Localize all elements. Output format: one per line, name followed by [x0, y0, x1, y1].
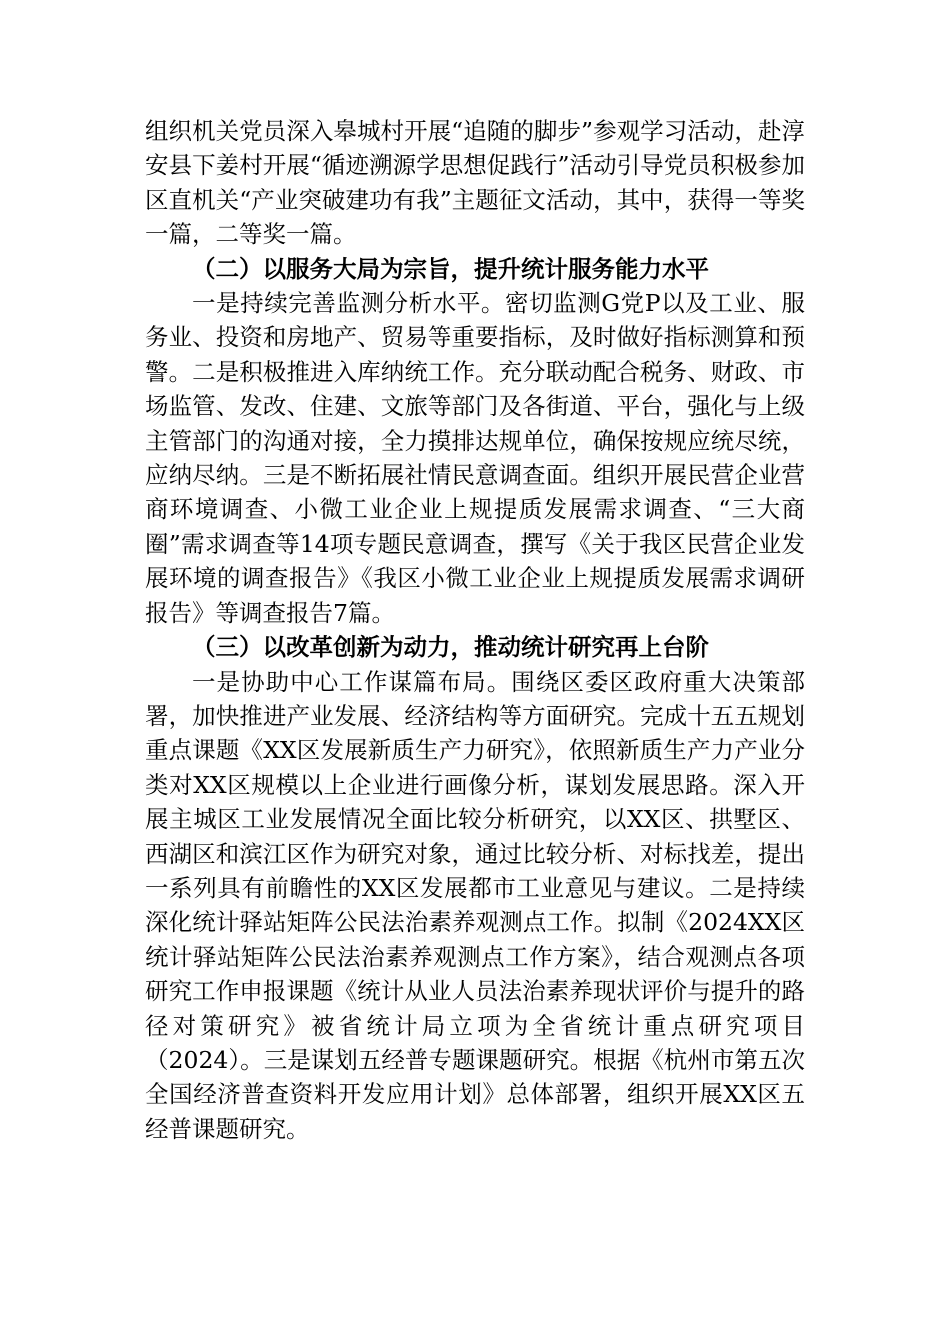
document-page [145, 114, 805, 1146]
body-paragraph-monitoring: 一是持续完善监测分析水平。密切监测G党P以及工业、服务业、投资和房地产、贸易等重要指标，及时做好指标测算和预警。二是积极推进入库纳统工作。充分联动配合税务、财政、市场监管、发改、住建、文旅等部门及各街道、平台，强化与上级主管部门的沟通对接，全力摸排达规单位，确保按规应统尽统，应纳尽纳。三是不断拓展社情民意调查面。组织开展民营企业营商环境调查、小微工业企业上规提质发展需求调查、“三大商圈”需求调查等14项专题民意调查，撰写《关于我区民营企业发展环境的调查报告》《我区小微工业企业上规提质发展需求调研报告》等调查报告7篇。 [145, 289, 805, 627]
body-paragraph-party-activities: 组织机关党员深入皋城村开展“追随的脚步”参观学习活动，赴淳安县下姜村开展“循迹溯源学思想促践行”活动引导党员积极参加区直机关“产业突破建功有我”主题征文活动，其中，获得一等奖一篇，二等奖一篇。 [145, 117, 805, 249]
section-heading-reform: （三）以改革创新为动力，推动统计研究再上台阶 [192, 633, 709, 662]
section-heading-service: （二）以服务大局为宗旨，提升统计服务能力水平 [192, 254, 709, 283]
body-paragraph-research: 一是协助中心工作谋篇布局。围绕区委区政府重大决策部署，加快推进产业发展、经济结构等方面研究。完成十五五规划重点课题《XX区发展新质生产力研究》，依照新质生产力产业分类对XX区规模以上企业进行画像分析，谋划发展思路。深入开展主城区工业发展情况全面比较分析研究，以XX区、拱墅区、西湖区和滨江区作为研究对象，通过比较分析、对标找差，提出一系列具有前瞻性的XX区发展都市工业意见与建议。二是持续深化统计驿站矩阵公民法治素养观测点工作。拟制《2024XX区统计驿站矩阵公民法治素养观测点工作方案》，结合观测点各项研究工作申报课题《统计从业人员法治素养现状评价与提升的路径对策研究》被省统计局立项为全省统计重点研究项目（2024）。三是谋划五经普专题课题研究。根据《杭州市第五次全国经济普查资料开发应用计划》总体部署，组织开展XX区五经普课题研究。 [145, 667, 805, 1143]
